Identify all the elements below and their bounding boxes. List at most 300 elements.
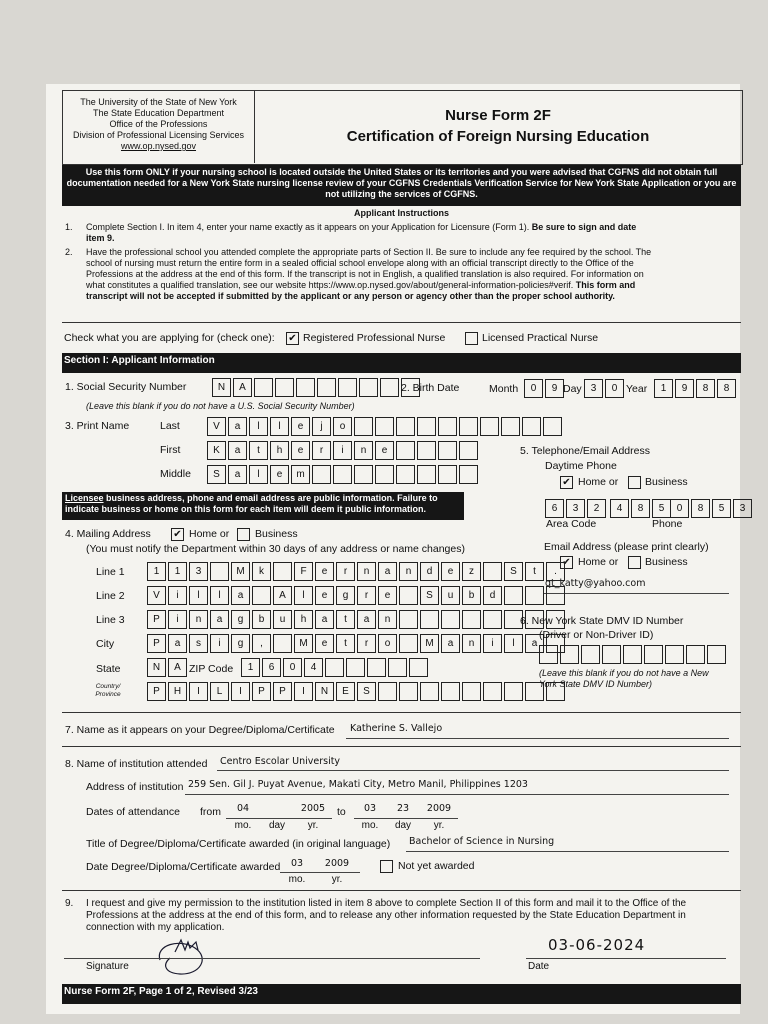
agency-line: The State Education Department bbox=[92, 108, 225, 118]
public-info-notice bbox=[62, 492, 464, 520]
character-box[interactable] bbox=[399, 586, 418, 605]
agency-website-link[interactable]: www.op.nysed.gov bbox=[120, 141, 197, 151]
character-box[interactable]: P bbox=[252, 682, 271, 701]
character-box[interactable] bbox=[441, 682, 460, 701]
awarded-year[interactable]: 2009 bbox=[324, 858, 350, 869]
divider bbox=[62, 746, 741, 747]
character-box[interactable] bbox=[459, 441, 478, 460]
character-box[interactable] bbox=[252, 586, 271, 605]
character-box[interactable] bbox=[346, 658, 365, 677]
character-box[interactable]: n bbox=[399, 562, 418, 581]
email-home-checkbox[interactable]: ✔ bbox=[560, 556, 573, 569]
character-box[interactable]: l bbox=[294, 586, 313, 605]
mailing-address-label: 4. Mailing Address bbox=[65, 528, 151, 540]
character-box[interactable]: 3 bbox=[189, 562, 208, 581]
dmv-label: 6. New York State DMV ID Number bbox=[520, 615, 684, 627]
character-box[interactable]: 8 bbox=[631, 499, 650, 518]
zip-boxes[interactable] bbox=[241, 658, 430, 677]
character-box[interactable]: I bbox=[231, 682, 250, 701]
middle-name-label: Middle bbox=[160, 468, 191, 480]
date-line bbox=[526, 958, 726, 959]
character-box[interactable]: 8 bbox=[696, 379, 715, 398]
character-box[interactable]: l bbox=[249, 417, 268, 436]
character-box[interactable] bbox=[380, 378, 399, 397]
degree-name-label: 7. Name as it appears on your Degree/Diploma/Certificate bbox=[65, 724, 335, 736]
character-box[interactable]: M bbox=[420, 634, 439, 653]
character-box[interactable]: n bbox=[354, 441, 373, 460]
character-box[interactable]: N bbox=[147, 658, 166, 677]
email-label: Email Address (please print clearly) bbox=[544, 541, 709, 553]
character-box[interactable]: e bbox=[315, 634, 334, 653]
mail-business-checkbox[interactable] bbox=[237, 528, 250, 541]
character-box[interactable]: i bbox=[333, 441, 352, 460]
character-box[interactable]: a bbox=[378, 562, 397, 581]
character-box[interactable] bbox=[501, 417, 520, 436]
email-home-label: Home or bbox=[578, 556, 619, 568]
phone-caption: Phone bbox=[652, 518, 683, 530]
character-box[interactable]: i bbox=[168, 586, 187, 605]
character-box[interactable] bbox=[525, 586, 544, 605]
email-business-checkbox[interactable] bbox=[628, 556, 641, 569]
character-box[interactable] bbox=[665, 645, 684, 664]
ssn-note: (Leave this blank if you do not have a U.S. Social Security Number) bbox=[86, 401, 355, 411]
instruction-1-text: Complete Section I. In item 4, enter your name exactly as it appears on your Application for Licensure (Form 1). bbox=[86, 222, 530, 232]
character-box[interactable]: 6 bbox=[545, 499, 564, 518]
character-box[interactable] bbox=[417, 465, 436, 484]
yr-caption: yr. bbox=[433, 820, 445, 831]
character-box[interactable] bbox=[273, 562, 292, 581]
character-box[interactable]: F bbox=[294, 562, 313, 581]
character-box[interactable] bbox=[359, 378, 378, 397]
character-box[interactable]: g bbox=[231, 634, 250, 653]
character-box[interactable]: A bbox=[273, 586, 292, 605]
country-boxes[interactable] bbox=[147, 682, 567, 701]
character-box[interactable] bbox=[539, 645, 558, 664]
character-box[interactable]: h bbox=[294, 610, 313, 629]
character-box[interactable]: l bbox=[189, 586, 208, 605]
character-box[interactable] bbox=[388, 658, 407, 677]
character-box[interactable]: 9 bbox=[545, 379, 564, 398]
character-box[interactable]: h bbox=[270, 441, 289, 460]
character-box[interactable] bbox=[438, 417, 457, 436]
instruction-1 bbox=[86, 222, 646, 244]
character-box[interactable] bbox=[338, 378, 357, 397]
character-box[interactable] bbox=[462, 610, 481, 629]
character-box[interactable]: S bbox=[207, 465, 226, 484]
phone-prefix-boxes[interactable] bbox=[610, 499, 673, 518]
character-box[interactable] bbox=[483, 562, 502, 581]
character-box[interactable] bbox=[375, 465, 394, 484]
email-value[interactable]: qt_katty@yahoo.com bbox=[545, 578, 646, 589]
character-box[interactable]: a bbox=[228, 465, 247, 484]
character-box[interactable] bbox=[438, 465, 457, 484]
from-label: from bbox=[200, 806, 221, 818]
month-label: Month bbox=[489, 383, 519, 395]
signature-mark[interactable] bbox=[150, 930, 220, 980]
degree-title-value[interactable]: Bachelor of Science in Nursing bbox=[409, 836, 555, 847]
character-box[interactable]: n bbox=[378, 610, 397, 629]
character-box[interactable]: P bbox=[147, 682, 166, 701]
address-line1-boxes[interactable] bbox=[147, 562, 567, 581]
character-box[interactable]: n bbox=[357, 562, 376, 581]
character-box[interactable] bbox=[399, 610, 418, 629]
character-box[interactable] bbox=[483, 610, 502, 629]
middle-name-boxes[interactable] bbox=[207, 465, 480, 484]
character-box[interactable]: 4 bbox=[610, 499, 629, 518]
character-box[interactable] bbox=[420, 682, 439, 701]
signature-date-value[interactable]: 03-06-2024 bbox=[548, 936, 646, 954]
awarded-month[interactable]: 03 bbox=[290, 858, 304, 869]
degree-title-label: Title of Degree/Diploma/Certificate awarded (in original language) bbox=[86, 838, 391, 850]
character-box[interactable] bbox=[317, 378, 336, 397]
character-box[interactable] bbox=[459, 465, 478, 484]
character-box[interactable]: 0 bbox=[605, 379, 624, 398]
character-box[interactable]: a bbox=[357, 610, 376, 629]
character-box[interactable]: b bbox=[252, 610, 271, 629]
area-code-caption: Area Code bbox=[546, 518, 597, 530]
character-box[interactable]: K bbox=[207, 441, 226, 460]
agency-line: Division of Professional Licensing Services bbox=[72, 130, 245, 140]
yr-caption: yr. bbox=[331, 874, 343, 885]
character-box[interactable] bbox=[480, 417, 499, 436]
character-box[interactable] bbox=[420, 610, 439, 629]
character-box[interactable]: d bbox=[483, 586, 502, 605]
character-box[interactable] bbox=[367, 658, 386, 677]
character-box[interactable]: e bbox=[441, 562, 460, 581]
phone-area-code-boxes[interactable] bbox=[545, 499, 608, 518]
character-box[interactable] bbox=[396, 417, 415, 436]
not-yet-awarded-checkbox[interactable] bbox=[380, 860, 393, 873]
character-box[interactable] bbox=[707, 645, 726, 664]
character-box[interactable]: r bbox=[336, 562, 355, 581]
registered-nurse-checkbox[interactable]: ✔ bbox=[286, 332, 299, 345]
character-box[interactable]: 9 bbox=[675, 379, 694, 398]
divider bbox=[62, 890, 741, 891]
phone-business-label: Business bbox=[645, 476, 688, 488]
character-box[interactable]: S bbox=[420, 586, 439, 605]
character-box[interactable]: V bbox=[207, 417, 226, 436]
character-box[interactable]: 1 bbox=[168, 562, 187, 581]
character-box[interactable]: 4 bbox=[304, 658, 323, 677]
birth-date-label: 2. Birth Date bbox=[401, 382, 460, 394]
character-box[interactable] bbox=[396, 441, 415, 460]
first-name-label: First bbox=[160, 444, 181, 456]
character-box[interactable]: e bbox=[315, 562, 334, 581]
character-box[interactable] bbox=[296, 378, 315, 397]
character-box[interactable]: n bbox=[189, 610, 208, 629]
city-boxes[interactable] bbox=[147, 634, 567, 653]
character-box[interactable]: 0 bbox=[524, 379, 543, 398]
character-box[interactable]: r bbox=[357, 586, 376, 605]
character-box[interactable]: N bbox=[315, 682, 334, 701]
instructions-heading: Applicant Instructions bbox=[353, 208, 449, 218]
character-box[interactable]: l bbox=[270, 417, 289, 436]
character-box[interactable] bbox=[378, 682, 397, 701]
country-label: Country/ Province bbox=[95, 683, 121, 698]
character-box[interactable] bbox=[504, 586, 523, 605]
first-name-boxes[interactable] bbox=[207, 441, 480, 460]
character-box[interactable] bbox=[686, 645, 705, 664]
character-box[interactable]: N bbox=[212, 378, 231, 397]
instruction-number: 2. bbox=[65, 247, 73, 257]
character-box[interactable]: E bbox=[336, 682, 355, 701]
telephone-label: 5. Telephone/Email Address bbox=[520, 445, 650, 457]
institution-address-value[interactable]: 259 Sen. Gil J. Puyat Avenue, Makati City, Metro Manil, Philippines 1203 bbox=[188, 779, 528, 790]
character-box[interactable]: 0 bbox=[670, 499, 689, 518]
character-box[interactable] bbox=[602, 645, 621, 664]
character-box[interactable]: 5 bbox=[652, 499, 671, 518]
character-box[interactable]: i bbox=[168, 610, 187, 629]
last-name-boxes[interactable] bbox=[207, 417, 564, 436]
dmv-id-boxes[interactable] bbox=[539, 645, 728, 664]
character-box[interactable]: P bbox=[147, 610, 166, 629]
to-year[interactable]: 2009 bbox=[426, 803, 452, 814]
character-box[interactable]: 1 bbox=[147, 562, 166, 581]
character-box[interactable]: a bbox=[441, 634, 460, 653]
character-box[interactable] bbox=[546, 586, 565, 605]
character-box[interactable] bbox=[543, 417, 562, 436]
character-box[interactable]: e bbox=[315, 586, 334, 605]
character-box[interactable]: 1 bbox=[654, 379, 673, 398]
character-box[interactable]: 2 bbox=[587, 499, 606, 518]
character-box[interactable]: 1 bbox=[241, 658, 260, 677]
character-box[interactable]: e bbox=[291, 441, 310, 460]
phone-line-boxes[interactable] bbox=[670, 499, 754, 518]
character-box[interactable]: l bbox=[210, 586, 229, 605]
character-box[interactable]: t bbox=[525, 562, 544, 581]
character-box[interactable]: A bbox=[233, 378, 252, 397]
character-box[interactable]: t bbox=[249, 441, 268, 460]
character-box[interactable] bbox=[483, 682, 502, 701]
character-box[interactable]: g bbox=[336, 586, 355, 605]
character-box[interactable]: P bbox=[273, 682, 292, 701]
character-box[interactable]: H bbox=[168, 682, 187, 701]
mo-caption: mo. bbox=[234, 820, 252, 831]
from-underline bbox=[226, 818, 332, 819]
character-box[interactable]: o bbox=[378, 634, 397, 653]
character-box[interactable] bbox=[417, 441, 436, 460]
character-box[interactable] bbox=[581, 645, 600, 664]
practical-nurse-checkbox[interactable] bbox=[465, 332, 478, 345]
character-box[interactable]: a bbox=[228, 417, 247, 436]
birth-day-boxes[interactable] bbox=[584, 379, 626, 398]
character-box[interactable]: b bbox=[462, 586, 481, 605]
character-box[interactable]: l bbox=[504, 634, 523, 653]
character-box[interactable] bbox=[275, 378, 294, 397]
character-box[interactable] bbox=[210, 562, 229, 581]
character-box[interactable] bbox=[644, 645, 663, 664]
address-line2-boxes[interactable] bbox=[147, 586, 567, 605]
state-label: State bbox=[96, 663, 121, 675]
last-name-label: Last bbox=[160, 420, 180, 432]
year-label: Year bbox=[626, 383, 648, 395]
signature-label: Signature bbox=[86, 961, 129, 972]
character-box[interactable] bbox=[354, 465, 373, 484]
character-box[interactable] bbox=[462, 682, 481, 701]
registered-nurse-label: Registered Professional Nurse bbox=[303, 332, 446, 344]
character-box[interactable]: a bbox=[168, 634, 187, 653]
line2-label: Line 2 bbox=[96, 590, 125, 602]
phone-business-checkbox[interactable] bbox=[628, 476, 641, 489]
character-box[interactable]: m bbox=[291, 465, 310, 484]
character-box[interactable] bbox=[417, 417, 436, 436]
degree-name-value[interactable]: Katherine S. Vallejo bbox=[350, 723, 443, 734]
from-month[interactable]: 04 bbox=[236, 803, 250, 814]
dates-attendance-label: Dates of attendance bbox=[86, 806, 180, 818]
character-box[interactable] bbox=[375, 417, 394, 436]
character-box[interactable] bbox=[522, 417, 541, 436]
character-box[interactable]: u bbox=[441, 586, 460, 605]
daytime-phone-label: Daytime Phone bbox=[545, 460, 617, 472]
character-box[interactable] bbox=[409, 658, 428, 677]
character-box[interactable]: 5 bbox=[712, 499, 731, 518]
character-box[interactable]: I bbox=[294, 682, 313, 701]
instruction-1-bold: Be sure to sign and date item 9. bbox=[86, 222, 637, 243]
character-box[interactable]: t bbox=[336, 610, 355, 629]
to-day[interactable]: 23 bbox=[396, 803, 410, 814]
birth-year-boxes[interactable] bbox=[654, 379, 738, 398]
line3-label: Line 3 bbox=[96, 614, 125, 626]
character-box[interactable]: S bbox=[357, 682, 376, 701]
character-box[interactable]: V bbox=[147, 586, 166, 605]
character-box[interactable] bbox=[325, 658, 344, 677]
ssn-boxes[interactable] bbox=[212, 378, 422, 397]
from-year[interactable]: 2005 bbox=[300, 803, 326, 814]
character-box[interactable]: e bbox=[291, 417, 310, 436]
character-box[interactable]: 0 bbox=[283, 658, 302, 677]
instruction-number: 1. bbox=[65, 222, 73, 232]
character-box[interactable] bbox=[333, 465, 352, 484]
applying-for-label: Check what you are applying for (check one): bbox=[64, 332, 275, 344]
character-box[interactable]: t bbox=[336, 634, 355, 653]
dmv-sublabel: (Driver or Non-Driver ID) bbox=[539, 629, 654, 641]
character-box[interactable]: j bbox=[312, 417, 331, 436]
institution-label: 8. Name of institution attended bbox=[65, 758, 208, 770]
character-box[interactable] bbox=[312, 465, 331, 484]
instruction-2-text: Have the professional school you attended complete the appropriate parts of Section II. Be sure to include any fee required by the school. The school of nursing must return the entire form in a sealed official school envelope along with an official transcript directly to the Office of the Professions at the address at the end of this form. If the transcript is not in English, a qualified translation is also required. For information on what constitutes a qualified translation, see our website https://www.op.nysed.gov/about/general-information-policies#verif. bbox=[86, 247, 652, 290]
character-box[interactable]: i bbox=[210, 634, 229, 653]
character-box[interactable]: 3 bbox=[733, 499, 752, 518]
character-box[interactable]: a bbox=[231, 586, 250, 605]
character-box[interactable] bbox=[441, 610, 460, 629]
character-box[interactable]: g bbox=[231, 610, 250, 629]
character-box[interactable]: e bbox=[270, 465, 289, 484]
character-box[interactable]: n bbox=[462, 634, 481, 653]
character-box[interactable]: l bbox=[249, 465, 268, 484]
footer-bar: Nurse Form 2F, Page 1 of 2, Revised 3/23 bbox=[62, 984, 741, 1004]
to-month[interactable]: 03 bbox=[363, 803, 377, 814]
character-box[interactable]: M bbox=[231, 562, 250, 581]
character-box[interactable] bbox=[623, 645, 642, 664]
character-box[interactable]: 8 bbox=[717, 379, 736, 398]
character-box[interactable]: e bbox=[378, 586, 397, 605]
notice-banner: Use this form ONLY if your nursing school is located outside the United States or its territories and you were advised that CGFNS did not obtain full documentation needed for a New York State nursing license review of your CGFNS Credentials Verification Service for New York State Application or you are not utilizing the services of CGFNS. bbox=[62, 165, 741, 206]
character-box[interactable]: P bbox=[147, 634, 166, 653]
institution-address-label: Address of institution bbox=[86, 781, 184, 793]
character-box[interactable]: 6 bbox=[262, 658, 281, 677]
to-underline bbox=[354, 818, 458, 819]
instruction-2-bold: This form and transcript will not be accepted if submitted by the applicant or any person or agency other than the proper school authority. bbox=[86, 280, 636, 301]
line1-label: Line 1 bbox=[96, 566, 125, 578]
form-subtitle: Certification of Foreign Nursing Education bbox=[346, 128, 650, 145]
date-label: Date bbox=[528, 961, 550, 972]
character-box[interactable]: e bbox=[375, 441, 394, 460]
character-box[interactable] bbox=[459, 417, 478, 436]
character-box[interactable]: k bbox=[252, 562, 271, 581]
character-box[interactable] bbox=[254, 378, 273, 397]
character-box[interactable]: I bbox=[189, 682, 208, 701]
mail-home-label: Home or bbox=[189, 528, 230, 540]
divider bbox=[62, 712, 741, 713]
degree-name-underline bbox=[346, 738, 729, 739]
character-box[interactable]: , bbox=[252, 634, 271, 653]
character-box[interactable]: L bbox=[210, 682, 229, 701]
character-box[interactable] bbox=[504, 682, 523, 701]
instruction-2 bbox=[86, 247, 660, 302]
character-box[interactable]: a bbox=[228, 441, 247, 460]
yr-caption: yr. bbox=[307, 820, 319, 831]
character-box[interactable]: a bbox=[525, 634, 544, 653]
header-divider bbox=[254, 90, 255, 163]
character-box[interactable]: d bbox=[420, 562, 439, 581]
character-box[interactable]: M bbox=[294, 634, 313, 653]
character-box[interactable] bbox=[438, 441, 457, 460]
not-yet-awarded-label: Not yet awarded bbox=[398, 860, 475, 872]
character-box[interactable] bbox=[399, 634, 418, 653]
degree-title-underline bbox=[406, 851, 729, 852]
dmv-note: (Leave this blank if you do not have a New York State DMV ID Number) bbox=[539, 668, 709, 689]
character-box[interactable]: s bbox=[189, 634, 208, 653]
agency-line: The University of the State of New York bbox=[80, 97, 237, 107]
institution-value[interactable]: Centro Escolar University bbox=[220, 756, 341, 767]
character-box[interactable]: r bbox=[357, 634, 376, 653]
character-box[interactable]: z bbox=[462, 562, 481, 581]
mail-home-checkbox[interactable]: ✔ bbox=[171, 528, 184, 541]
item9-number: 9. bbox=[65, 898, 74, 909]
day-caption: day bbox=[394, 820, 412, 831]
character-box[interactable] bbox=[396, 465, 415, 484]
character-box[interactable] bbox=[354, 417, 373, 436]
day-label: Day bbox=[563, 383, 582, 395]
character-box[interactable]: . bbox=[546, 562, 565, 581]
character-box[interactable]: 8 bbox=[691, 499, 710, 518]
section-1-header: Section I: Applicant Information bbox=[62, 353, 741, 373]
birth-month-boxes[interactable] bbox=[524, 379, 566, 398]
character-box[interactable]: S bbox=[504, 562, 523, 581]
character-box[interactable]: o bbox=[333, 417, 352, 436]
phone-home-checkbox[interactable]: ✔ bbox=[560, 476, 573, 489]
mail-business-label: Business bbox=[255, 528, 298, 540]
character-box[interactable]: u bbox=[273, 610, 292, 629]
character-box[interactable]: a bbox=[210, 610, 229, 629]
mo-caption: mo. bbox=[288, 874, 306, 885]
character-box[interactable]: 3 bbox=[566, 499, 585, 518]
character-box[interactable]: A bbox=[168, 658, 187, 677]
character-box[interactable] bbox=[560, 645, 579, 664]
character-box[interactable]: i bbox=[483, 634, 502, 653]
email-underline bbox=[543, 593, 729, 594]
agency-line: Office of the Professions bbox=[109, 119, 208, 129]
character-box[interactable] bbox=[273, 634, 292, 653]
character-box[interactable]: a bbox=[315, 610, 334, 629]
character-box[interactable]: r bbox=[312, 441, 331, 460]
character-box[interactable]: 3 bbox=[584, 379, 603, 398]
ssn-label: 1. Social Security Number bbox=[65, 381, 187, 393]
character-box[interactable] bbox=[399, 682, 418, 701]
address-line3-boxes[interactable] bbox=[147, 610, 567, 629]
divider bbox=[62, 322, 741, 323]
state-boxes[interactable] bbox=[147, 658, 189, 677]
